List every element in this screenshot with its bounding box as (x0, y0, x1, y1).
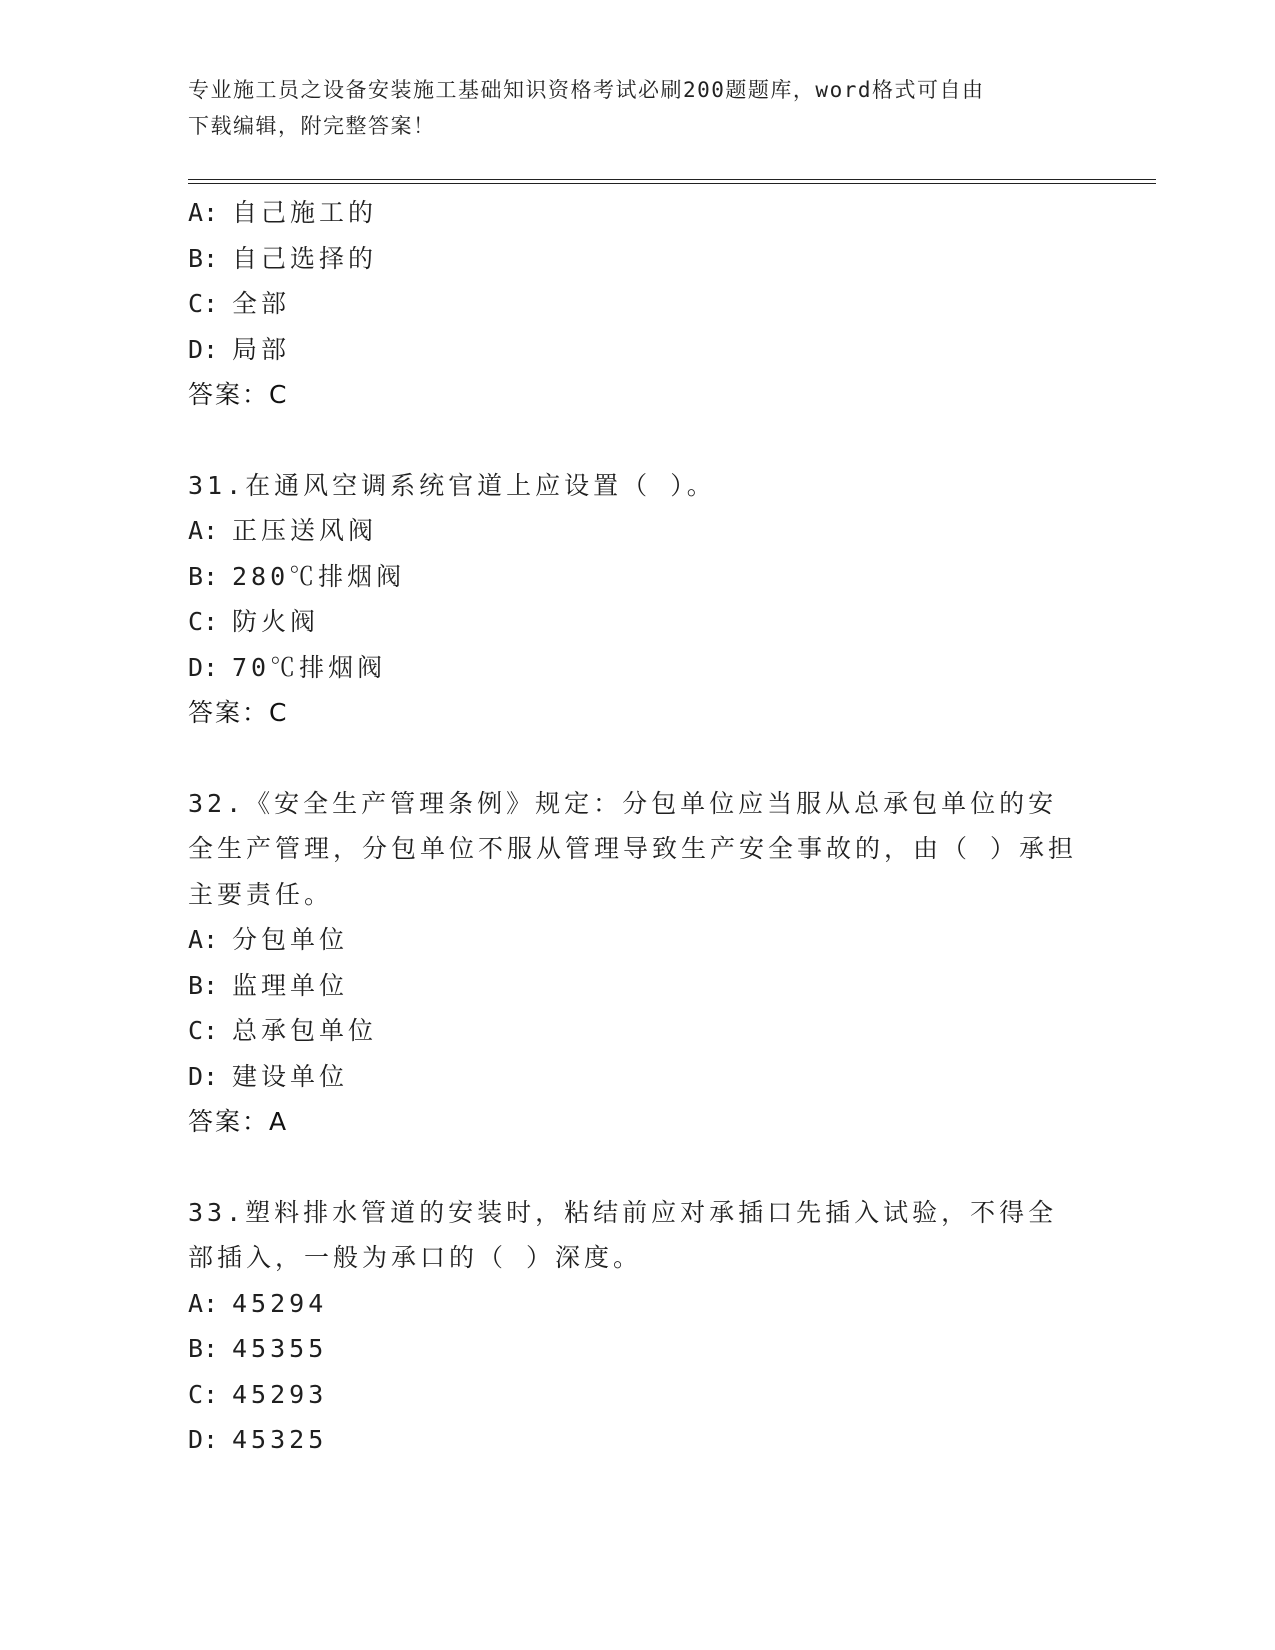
option-text: 局部 (232, 334, 291, 364)
header-line-1: 专业施工员之设备安装施工基础知识资格考试必刷200题题库，word格式可自由 (188, 78, 985, 102)
question-30-continued (188, 190, 1088, 418)
option-letter: A: (188, 516, 219, 545)
option-text: 70℃排烟阀 (232, 652, 387, 682)
option-letter: A: (188, 925, 219, 954)
document-header (188, 72, 1068, 144)
answer-line: 答案：C (188, 380, 289, 409)
option-letter: B: (188, 1334, 219, 1363)
header-rule-top (188, 179, 1156, 180)
spacer (188, 736, 1088, 781)
option-d (188, 1417, 1088, 1463)
option-letter: B: (188, 561, 219, 591)
option-letter: D: (188, 334, 219, 364)
option-letter: D: (188, 652, 219, 682)
option-letter: B: (188, 243, 219, 273)
option-text: 280℃排烟阀 (232, 561, 406, 591)
option-letter: A: (188, 198, 219, 227)
option-text: 45355 (232, 1334, 328, 1363)
option-text: 自己施工的 (232, 198, 378, 227)
option-text: 监理单位 (232, 970, 349, 1000)
question-32 (188, 781, 1088, 1145)
option-letter: A: (188, 1288, 219, 1318)
option-letter: D: (188, 1425, 219, 1454)
option-a (188, 917, 1088, 963)
option-c (188, 1372, 1088, 1418)
question-list (188, 190, 1088, 1463)
option-b (188, 554, 1088, 600)
header-rule-bottom (188, 183, 1156, 184)
option-d (188, 645, 1088, 691)
option-letter: C: (188, 1379, 219, 1409)
option-text: 自己选择的 (232, 243, 378, 273)
option-letter: B: (188, 970, 219, 1000)
option-text: 45293 (232, 1379, 328, 1409)
answer-line: 答案：A (188, 1107, 289, 1136)
option-d (188, 327, 1088, 373)
option-text: 建设单位 (232, 1061, 349, 1091)
option-text: 分包单位 (232, 925, 349, 954)
option-b (188, 963, 1088, 1009)
option-a (188, 508, 1088, 554)
option-text: 总承包单位 (232, 1016, 378, 1045)
spacer (188, 418, 1088, 463)
option-a (188, 1281, 1088, 1327)
question-stem: 33.塑料排水管道的安装时，粘结前应对承插口先插入试验，不得全部插入，一般为承口的（ ）深度。 (188, 1197, 1058, 1272)
question-31 (188, 463, 1088, 736)
spacer (188, 1145, 1088, 1190)
option-letter: D: (188, 1061, 219, 1091)
option-a (188, 190, 1088, 236)
option-text: 正压送风阀 (232, 516, 378, 545)
question-stem: 32.《安全生产管理条例》规定：分包单位应当服从总承包单位的安全生产管理，分包单位不服从管理导致生产安全事故的，由（ ）承担主要责任。 (188, 788, 1078, 909)
header-line-2: 下载编辑，附完整答案！ (188, 114, 436, 138)
option-text: 45325 (232, 1425, 328, 1454)
answer-line: 答案：C (188, 698, 289, 727)
option-letter: C: (188, 607, 219, 636)
option-text: 防火阀 (232, 607, 320, 636)
option-text: 45294 (232, 1288, 328, 1318)
option-b (188, 1326, 1088, 1372)
option-letter: C: (188, 289, 219, 318)
option-b (188, 236, 1088, 282)
option-c (188, 599, 1088, 645)
option-c (188, 281, 1088, 327)
option-d (188, 1054, 1088, 1100)
option-c (188, 1008, 1088, 1054)
question-stem: 31.在通风空调系统官道上应设置（ ）。 (188, 470, 716, 500)
option-text: 全部 (232, 289, 291, 318)
option-letter: C: (188, 1016, 219, 1045)
question-33 (188, 1190, 1088, 1463)
